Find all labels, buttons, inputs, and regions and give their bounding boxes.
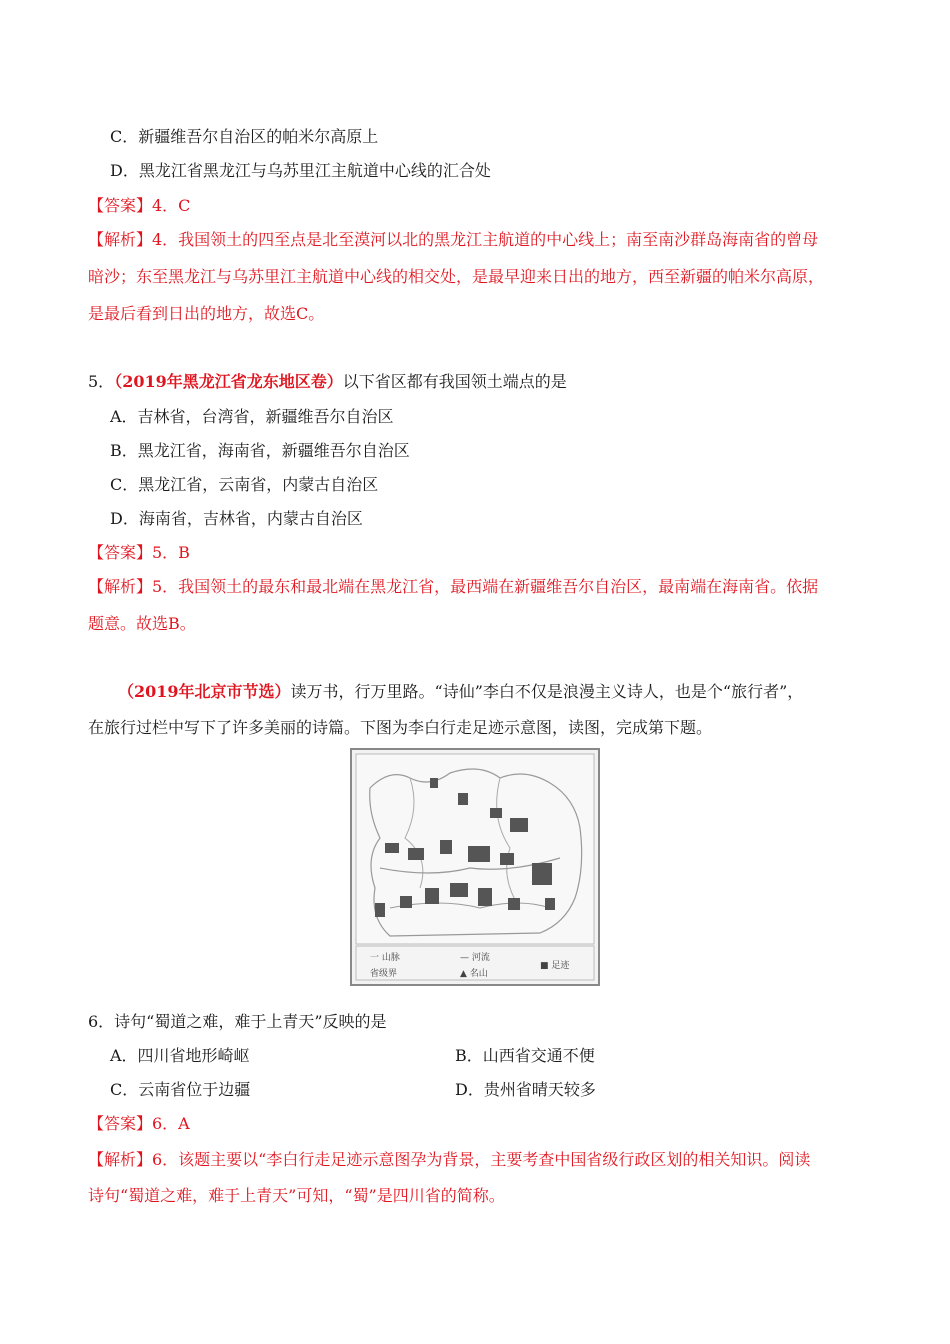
q6-stem: 6．诗句“蜀道之难，难于上青天”反映的是 <box>88 1012 387 1031</box>
q5-stem <box>88 372 567 392</box>
legend-river: — 河流 <box>460 953 490 963</box>
legend-famous-mountain: ▲ 名山 <box>460 969 488 979</box>
q6-analysis-line-2: 诗句“蜀道之难，难于上青天”可知，“蜀”是四川省的简称。 <box>88 1186 505 1205</box>
q5-option-a: A．吉林省，台湾省，新疆维吾尔自治区 <box>110 407 394 426</box>
q5-analysis-line-1: 【解析】5．我国领土的最东和最北端在黑龙江省，最西端在新疆维吾尔自治区，最南端在海南省。依据 <box>88 577 819 596</box>
q4-option-c: C．新疆维吾尔自治区的帕米尔高原上 <box>110 127 379 146</box>
q5-source: （2019年黑龙江省龙东地区卷） <box>114 372 343 391</box>
q6-option-b: B．山西省交通不便 <box>455 1046 595 1065</box>
q5-stem-text: 以下省区都有我国领土端点的是 <box>342 372 567 391</box>
q4-option-d: D．黑龙江省黑龙江与乌苏里江主航道中心线的汇合处 <box>110 161 491 180</box>
q5-analysis-line-2: 题意。故选B。 <box>88 614 196 633</box>
q6-answer: 【答案】6．A <box>88 1114 190 1133</box>
q5-number: 5． <box>88 372 115 391</box>
q5-answer: 【答案】5．B <box>88 543 190 562</box>
legend-boundary: 省级界 <box>370 969 398 979</box>
q4-answer: 【答案】4．C <box>88 196 191 215</box>
q6-option-a: A．四川省地形崎岖 <box>110 1046 250 1065</box>
passage-source: （2019年北京市节选） <box>118 682 291 701</box>
q6-analysis-line-1: 【解析】6．该题主要以“李白行走足迹示意图孕为背景，主要考查中国省级行政区划的相关知识。阅读 <box>88 1150 811 1169</box>
legend-mountain: 一 山脉 <box>370 953 400 963</box>
q4-analysis-line-1: 【解析】4．我国领土的四至点是北至漠河以北的黑龙江主航道的中心线上；南至南沙群岛海南省的曾母 <box>88 230 819 249</box>
q6-option-d: D．贵州省晴天较多 <box>455 1080 596 1099</box>
li-bai-travel-map <box>350 748 600 986</box>
q4-analysis-line-2: 暗沙；东至黑龙江与乌苏里江主航道中心线的相交处，是最早迎来日出的地方，西至新疆的帕米尔高原， <box>88 267 825 286</box>
passage-text-1: 读万书，行万里路。“诗仙”李白不仅是浪漫主义诗人，也是个“旅行者”， <box>290 682 804 701</box>
q5-option-c: C．黑龙江省，云南省，内蒙古自治区 <box>110 475 379 494</box>
q5-option-b: B．黑龙江省，海南省，新疆维吾尔自治区 <box>110 441 410 460</box>
legend-footprint: ■ 足迹 <box>540 961 570 971</box>
q4-analysis-line-3: 是最后看到日出的地方，故选C。 <box>88 304 325 323</box>
passage-line-1 <box>118 682 803 702</box>
passage-line-2: 在旅行过栏中写下了许多美丽的诗篇。下图为李白行走足迹示意图，读图，完成第下题。 <box>88 718 713 737</box>
q6-option-c: C．云南省位于边疆 <box>110 1080 251 1099</box>
q5-option-d: D．海南省，吉林省，内蒙古自治区 <box>110 509 363 528</box>
